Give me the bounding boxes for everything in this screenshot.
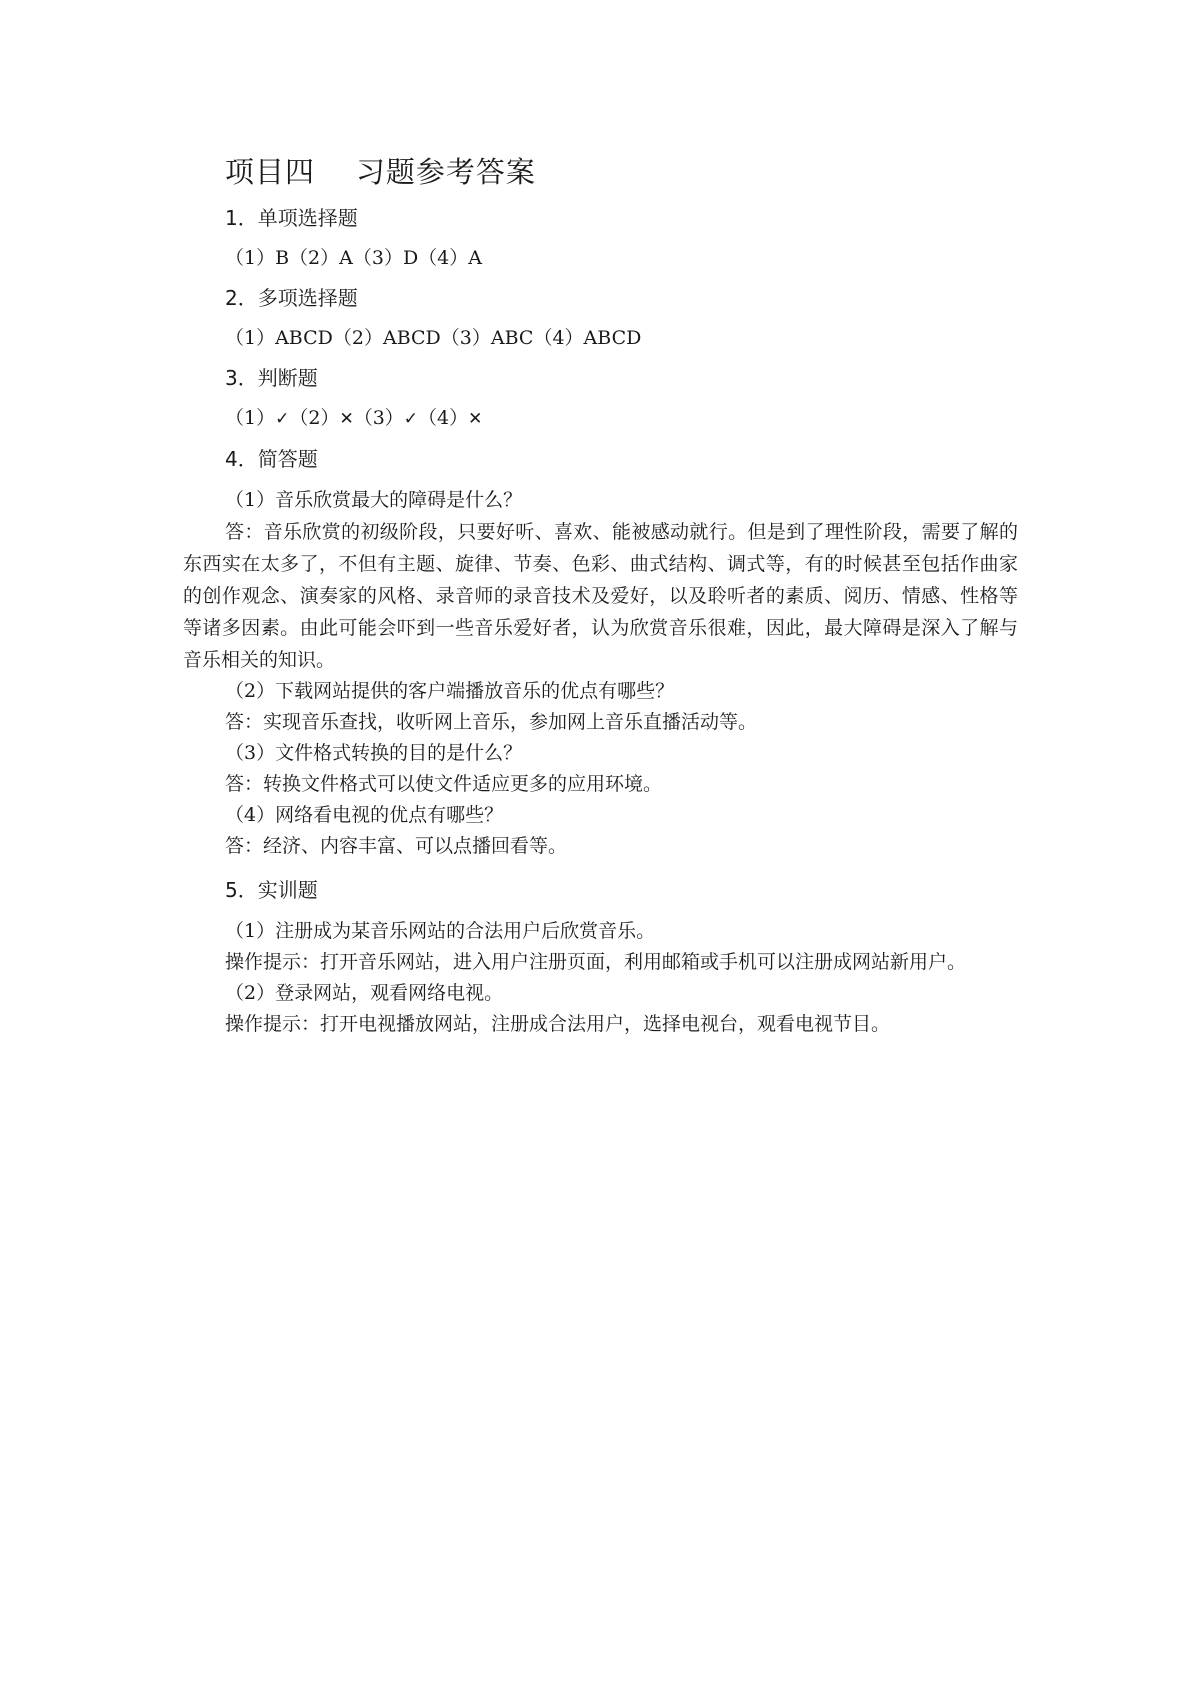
cross-icon: ✕ [339, 409, 354, 429]
answer-2: 答：实现音乐查找，收听网上音乐，参加网上音乐直播活动等。 [225, 711, 758, 733]
section-heading-multiple-choice: 2．多项选择题 [225, 286, 358, 310]
section-heading-short-answer: 4．简答题 [225, 447, 318, 471]
multiple-choice-answers: （1）ABCD（2）ABCD（3）ABC（4）ABCD [225, 327, 642, 349]
check-icon: ✓ [275, 409, 290, 429]
task-2-hint: 操作提示：打开电视播放网站，注册成合法用户，选择电视台，观看电视节目。 [225, 1013, 891, 1035]
answer-3: 答：转换文件格式可以使文件适应更多的应用环境。 [225, 773, 663, 795]
section-heading-practical: 5．实训题 [225, 878, 318, 902]
tf-label: （2） [289, 407, 340, 429]
question-3: （3）文件格式转换的目的是什么？ [225, 742, 523, 764]
task-1: （1）注册成为某音乐网站的合法用户后欣赏音乐。 [225, 920, 656, 942]
question-4: （4）网络看电视的优点有哪些？ [225, 804, 504, 826]
page-title: 项目四 习题参考答案 [225, 155, 536, 189]
tf-label: （4） [418, 407, 469, 429]
tf-label: （1） [225, 407, 276, 429]
answer-1: 答：音乐欣赏的初级阶段，只要好听、喜欢、能被感动就行。但是到了理性阶段，需要了解的东西实在太多了，不但有主题、旋律、节奏、色彩、曲式结构、调式等，有的时候甚至包括作曲家的创作观念、演奏家的风格、录音师的录音技术及爱好，以及聆听者的素质、阅历、情感、性格等等诸多因素。由此可能会吓到一些音乐爱好者，认为欣赏音乐很难，因此，最大障碍是深入了解与音乐相关的知识。 [183, 521, 1018, 671]
document-page [183, 152, 1018, 1040]
tf-label: （3） [353, 407, 404, 429]
answer-4: 答：经济、内容丰富、可以点播回看等。 [225, 835, 568, 857]
section-heading-single-choice: 1．单项选择题 [225, 206, 358, 230]
section-heading-true-false: 3．判断题 [225, 366, 318, 390]
task-2: （2）登录网站，观看网络电视。 [225, 982, 504, 1004]
cross-icon: ✕ [468, 409, 483, 429]
task-1-hint: 操作提示：打开音乐网站，进入用户注册页面，利用邮箱或手机可以注册成网站新用户。 [225, 951, 967, 973]
check-icon: ✓ [403, 409, 419, 429]
single-choice-answers: （1）B（2）A（3）D（4）A [225, 247, 482, 269]
question-1: （1）音乐欣赏最大的障碍是什么？ [225, 489, 523, 511]
true-false-answers [225, 404, 1018, 433]
question-2: （2）下载网站提供的客户端播放音乐的优点有哪些？ [225, 680, 675, 702]
